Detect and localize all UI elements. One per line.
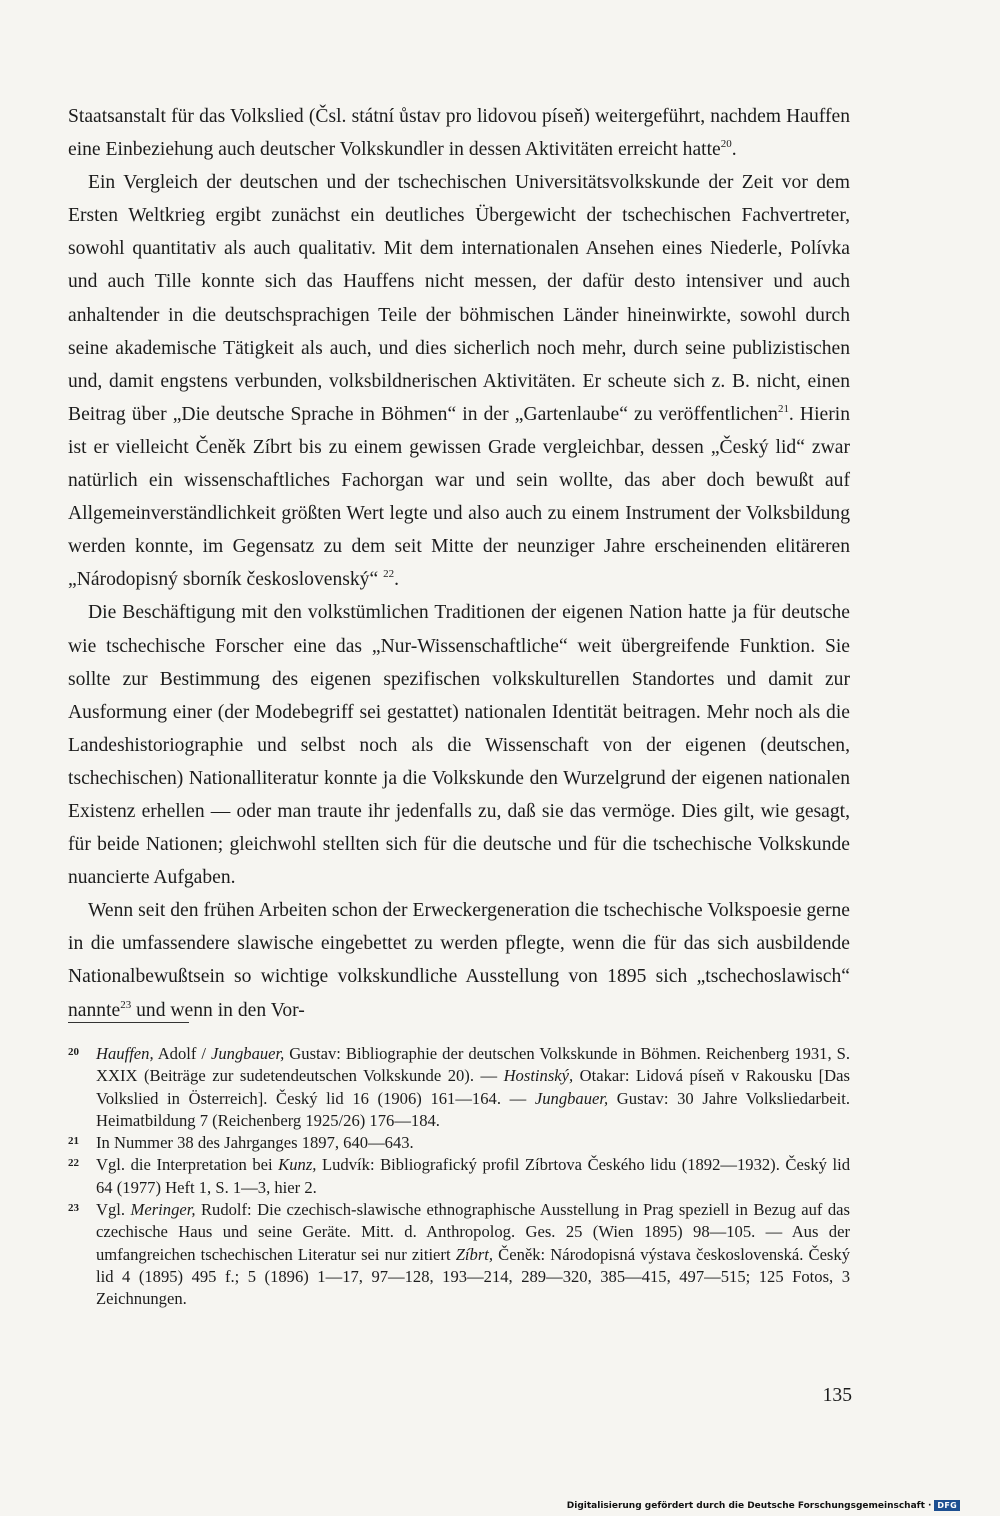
body-text [68, 100, 850, 1027]
footnote-number: 22 [68, 1157, 79, 1170]
footnote-text: Čeněk: Národopisná výstava československá. Český lid 4 (1895) 495 f.; 5 (1896) 1—17, 97—128, 193—214, 289—320, 385—415, 497—515; 125 Fotos, 3 Zeichnungen. [96, 1244, 850, 1309]
footnote-ref: 22 [383, 568, 395, 581]
footnote-text: Otakar: Lidová píseň v Rakousku [Das Volkslied in Österreich]. Český lid 16 (1906) 161—164. — [96, 1066, 850, 1108]
footnote-number: 23 [68, 1202, 79, 1215]
footnote [68, 1199, 850, 1310]
author-name: Hostinský, [503, 1066, 574, 1086]
footnote [68, 1043, 850, 1132]
funding-text: Digitalisierung gefördert durch die Deutsche Forschungsgemeinschaft · [566, 1500, 932, 1511]
paragraph-text: Staatsanstalt für das Volkslied (Čsl. státní ůstav pro lidovou píseň) weitergeführt, nachdem Hauffen eine Einbeziehung auch deutscher Volkskundler in dessen Aktivitäten erreicht hatte [68, 106, 850, 161]
paragraph-text: und wenn in den Vor- [131, 999, 305, 1021]
author-name: Hauffen, [96, 1044, 154, 1063]
footnote-text: Rudolf: Die czechisch-slawische ethnographische Ausstellung in Prag speziell in Bezug auf das czechische Haus und seine Geräte. Mitt. d. Anthropolog. Ges. 25 (Wien 1895) 98—105. — Aus der umfangreichen tschechischen Literatur sei nur zitiert [96, 1200, 850, 1264]
author-name: Kunz, [278, 1155, 317, 1175]
footnote [68, 1154, 850, 1199]
paragraph-text: Die Beschäftigung mit den volkstümlichen Traditionen der eigenen Nation hatte ja für deutsche wie tschechische Forscher eine das „Nur-Wissenschaftliche“ weit übergreifende Funktion. Sie sollte zur Bestimmung des eigenen spezifischen volkskulturellen Standortes und damit zur Ausformung einer (der Modebegriff sei gestattet) nationalen Identität beitragen. Mehr noch als die Landeshistoriographie und selbst noch als die Wissenschaft von der eigenen (deutschen, tschechischen) Nationalliteratur konnte ja die Volkskunde den Wurzelgrund der eigenen nationalen Existenz erhellen — oder man traute ihr jedenfalls zu, daß sie das vermöge. Dies gilt, wie gesagt, für beide Nationen; gleichwohl stellten sich für die deutsche und für die tschechische Volkskunde nuancierte Aufgaben. [68, 602, 850, 889]
author-name: Jungbauer, [211, 1044, 285, 1063]
footnotes [68, 1043, 850, 1311]
author-name: Jungbauer, [534, 1088, 609, 1108]
footnote-text: Adolf / [153, 1044, 212, 1063]
author-name: Zíbrt, [455, 1244, 494, 1264]
footnote-divider [68, 1022, 189, 1023]
footnote-text: Vgl. die Interpretation bei [96, 1155, 279, 1175]
footnote-text: Ludvík: Bibliografický profil Zíbrtova Českého lidu (1892—1932). Český lid 64 (1977) Heft 1, S. 1—3, hier 2. [96, 1155, 850, 1197]
footnote-text: Gustav: Bibliographie der deutschen Volkskunde in Böhmen. Reichenberg 1931, S. XXIX (Beiträge zur sudetendeutschen Volkskunde 20). — [96, 1044, 850, 1086]
paragraph-text: . Hierin ist er vielleicht Čeněk Zíbrt bis zu einem gewissen Grade vergleichbar, dessen „Český lid“ zwar natürlich ein wissenschaftliches Fachorgan war und sein wollte, das aber doch bewußt auf Allgemeinverständlichkeit größten Wert legte und also auch zu einem Instrument der Volksbildung werden konnte, im Gegensatz zu dem seit Mitte der neunziger Jahre erscheinenden elitäreren „Národopisný sborník československý“ [68, 403, 850, 591]
paragraph [68, 894, 850, 1026]
footnote-number: 20 [68, 1046, 79, 1058]
paragraph-text: Wenn seit den frühen Arbeiten schon der Erweckergeneration die tschechische Volkspoesie gerne in die umfassendere slawische eingebettet zu werden pflegte, wenn die für das sich ausbildende Nationalbewußtsein so wichtige volkskundliche Ausstellung von 1895 sich „tschechoslawisch“ nannte [68, 900, 850, 1021]
footnote-text: Vgl. [96, 1200, 131, 1220]
footnote-ref: 20 [720, 138, 732, 151]
footnote-text: In Nummer 38 des Jahrganges 1897, 640—643. [96, 1133, 414, 1153]
footnote-ref: 21 [777, 402, 789, 415]
footnote-ref: 23 [120, 998, 132, 1011]
paragraph: Ein Vergleich der deutschen und der tschechischen Universitätsvolkskunde der Zeit vor dem Ersten Weltkrieg ergibt zunächst ein deutliches Übergewicht der tschechischen Fachvertreter, sowohl quantitativ als auch qualitativ. Mit dem internationalen Ansehen eines Niederle, Polívka und auch Tille konnte sich das Hauffens nicht messen, der dafür desto intensiver und auch anhaltender in die deutschsprachigen Teile der böhmischen Länder hineinwirkte, sowohl durch seine akademische Tätigkeit als auch, und dies sicherlich noch mehr, durch seine publizistischen und, damit engstens verbunden, volksbildnerischen Aktivitäten. Er scheute sich z. B. nicht, einen Beitrag über „Die deutsche Sprache in Böhmen“ in der „Gartenlaube“ zu veröffentlichen$^{21}$. Hierin ist er vielleicht Čeněk Zíbrt bis zu einem gewissen Grade vergleichbar, dessen „Český lid“ zwar natürlich ein wissenschaftliches Fachorgan war und sein wollte, das aber doch bewußt auf Allgemeinverständlichkeit größten Wert legte und also auch zu einem Instrument der Volksbildung werden konnte, im Gegensatz zu dem seit Mitte der neunziger Jahre erscheinenden elitäreren „Národopisný sborník československý“ $^{22}$. [68, 172, 850, 591]
paragraph: Staatsanstalt für das Volkslied (Čsl. státní ůstav pro lidovou píseň) weitergeführt, nachdem Hauffen eine Einbeziehung auch deutscher Volkskundler in dessen Aktivitäten erreicht hatte$^{20}$. [68, 106, 850, 161]
author-name: Meringer, [130, 1200, 196, 1220]
footnote-text: Gustav: 30 Jahre Volksliedarbeit. Heimatbildung 7 (Reichenberg 1925/26) 176—184. [96, 1088, 850, 1130]
dfg-logo-icon: DFG [934, 1500, 960, 1511]
paragraph-text: Ein Vergleich der deutschen und der tschechischen Universitätsvolkskunde der Zeit vor dem Ersten Weltkrieg ergibt zunächst ein deutliches Übergewicht der tschechischen Fachvertreter, sowohl quantitativ als auch qualitativ. Mit dem internationalen Ansehen eines Niederle, Polívka und auch Tille konnte sich das Hauffens nicht messen, der dafür desto intensiver und auch anhaltender in die deutschsprachigen Teile der böhmischen Länder hineinwirkte, sowohl durch seine akademische Tätigkeit als auch, und dies sicherlich noch mehr, durch seine publizistischen und, damit engstens verbunden, volksbildnerischen Aktivitäten. Er scheute sich z. B. nicht, einen Beitrag über „Die deutsche Sprache in Böhmen“ in der „Gartenlaube“ zu veröffentlichen [68, 172, 850, 425]
footnote-number: 21 [68, 1135, 79, 1148]
funding-note [567, 1500, 960, 1511]
page-number: 135 [822, 1385, 852, 1406]
footnote [68, 1132, 850, 1154]
paragraph [68, 596, 850, 894]
